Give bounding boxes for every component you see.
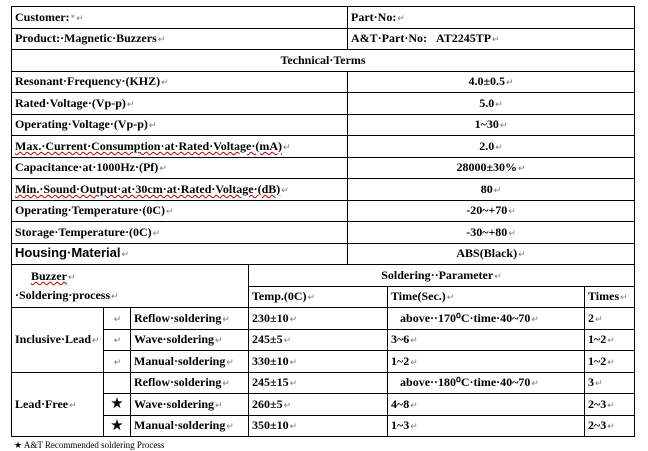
- soldering-times: 1~2: [588, 332, 607, 347]
- soldering-temp: 245±5: [252, 332, 283, 347]
- customer-cell: Customer:*↵: [12, 7, 348, 29]
- soldering-time: 1~3: [391, 418, 410, 433]
- spec-value: 2.0: [479, 138, 495, 153]
- spec-row: Max.·Current·Consumption·at·Rated·Voltage·(mA)↵ 2.0↵: [12, 136, 635, 158]
- soldering-row: Inclusive·Lead↵ ↵ Reflow·soldering↵ 230±10↵ above··170⁰C·time·40~70↵ 2↵: [12, 308, 635, 330]
- spec-row: Operating·Temperature·(0C)↵ -20~+70↵: [12, 200, 635, 222]
- soldering-times: 1~2: [588, 353, 607, 368]
- soldering-method: Manual·soldering: [134, 418, 226, 433]
- spec-row: Rated·Voltage·(Vp-p)↵ 5.0↵: [12, 93, 635, 115]
- spec-value: 5.0: [479, 95, 495, 110]
- soldering-times: 2~3: [588, 418, 607, 433]
- product-row: [12, 28, 635, 50]
- buzzer-process-cell: Buzzer↵ ·Soldering·process↵: [12, 265, 249, 308]
- soldering-times: 3: [588, 375, 595, 390]
- footnote: ★ A&T Recommended soldering Process: [14, 440, 165, 450]
- spec-table: [11, 6, 635, 437]
- soldering-time: 4~8: [391, 396, 410, 411]
- soldering-temp: 330±10: [252, 353, 289, 368]
- part-no-cell: Part·No:↵: [348, 7, 635, 29]
- spec-label: Resonant·Frequency·(KHZ): [15, 74, 161, 89]
- soldering-header-row: [12, 265, 635, 287]
- inclusive-lead-cell: Inclusive·Lead↵: [12, 308, 104, 373]
- soldering-row: ↵ Manual·soldering↵ 330±10↵ 1~2↵ 1~2↵: [12, 351, 635, 373]
- technical-terms-heading: Technical·Terms: [12, 50, 635, 72]
- spec-value: 28000±30%: [456, 160, 518, 175]
- soldering-time: above··170⁰C·time·40~70: [400, 310, 531, 325]
- spec-label: Min.·Sound·Output·at·30cm·at·Rated·Voltage·(dB): [15, 181, 281, 196]
- times-column-header: Times↵: [585, 286, 635, 308]
- soldering-temp: 230±10: [252, 310, 289, 325]
- process-mark-cell: [104, 394, 131, 416]
- product-label: Product:·Magnetic·Buzzers: [15, 31, 157, 46]
- technical-terms-row: [12, 50, 635, 72]
- at-part-no-cell: A&T·Part·No: AT2245TP↵: [348, 28, 635, 50]
- soldering-method: Manual·soldering: [134, 353, 226, 368]
- soldering-row: ★ Manual·soldering↵ 350±10↵ 1~3↵ 2~3↵: [12, 415, 635, 437]
- spec-value: -20~+70: [466, 203, 508, 218]
- recommended-star-icon: ★: [110, 396, 124, 413]
- soldering-time: 3~6: [391, 332, 410, 347]
- soldering-times: 2~3: [588, 396, 607, 411]
- spec-value: -30~+80: [466, 224, 508, 239]
- spec-label: Housing·Material: [15, 245, 121, 261]
- customer-row: [12, 7, 635, 29]
- spec-label: Operating·Temperature·(0C): [15, 203, 165, 218]
- spec-value: 1~30: [474, 117, 499, 132]
- soldering-process-label: ·Soldering·process: [15, 288, 111, 302]
- soldering-method: Wave·soldering: [134, 332, 215, 347]
- time-column-header: Time(Sec.)↵: [388, 286, 585, 308]
- spec-label: Rated·Voltage·(Vp-p): [15, 95, 126, 110]
- spec-row: Resonant·Frequency·(KHZ)↵ 4.0±0.5↵: [12, 71, 635, 93]
- part-no-label: Part·No:: [351, 9, 397, 24]
- temp-column-header: Temp.(0C)↵: [249, 286, 388, 308]
- product-cell: Product:·Magnetic·Buzzers↵: [12, 28, 348, 50]
- soldering-times: 2: [588, 310, 595, 325]
- spec-row: Operating·Voltage·(Vp-p)↵ 1~30↵: [12, 114, 635, 136]
- at-part-no-label: A&T·Part·No:: [351, 31, 427, 46]
- lead-free-cell: Lead·Free↵: [12, 372, 104, 437]
- spec-value: 4.0±0.5: [468, 74, 506, 89]
- process-mark-cell: ↵: [104, 308, 131, 330]
- process-mark-cell: [104, 415, 131, 437]
- recommended-star-icon: ★: [110, 417, 124, 434]
- spec-row: Min.·Sound·Output·at·30cm·at·Rated·Voltage·(dB)↵ 80↵: [12, 179, 635, 201]
- spec-row: Storage·Temperature·(0C)↵ -30~+80↵: [12, 222, 635, 244]
- spec-label: Operating·Voltage·(Vp-p): [15, 117, 148, 132]
- soldering-parameter-heading: Soldering··Parameter↵: [249, 265, 635, 287]
- soldering-time: above··180⁰C·time·40~70: [400, 375, 531, 390]
- buzzer-label: Buzzer: [31, 269, 67, 283]
- process-mark-cell: ↵: [104, 329, 131, 351]
- customer-label: Customer:: [15, 9, 70, 24]
- spec-label: Capacitance·at·1000Hz·(Pf): [15, 160, 159, 175]
- spec-label: Storage·Temperature·(0C): [15, 224, 152, 239]
- soldering-row: ★ Wave·soldering↵ 260±5↵ 4~8↵ 2~3↵: [12, 394, 635, 416]
- soldering-row: Lead·Free↵ Reflow·soldering↵ 245±15↵ above··180⁰C·time·40~70↵ 3↵: [12, 372, 635, 394]
- soldering-method: Wave·soldering: [134, 396, 215, 411]
- soldering-temp: 245±15: [252, 375, 289, 390]
- spec-row: Capacitance·at·1000Hz·(Pf)↵ 28000±30%↵: [12, 157, 635, 179]
- spec-row: Housing·Material↵ ABS(Black)↵: [12, 243, 635, 265]
- process-mark-cell: [104, 372, 131, 394]
- soldering-row: ↵ Wave·soldering↵ 245±5↵ 3~6↵ 1~2↵: [12, 329, 635, 351]
- process-mark-cell: ↵: [104, 351, 131, 373]
- soldering-temp: 260±5: [252, 396, 283, 411]
- spec-value: 80: [480, 181, 493, 196]
- spec-label: Max.·Current·Consumption·at·Rated·Voltage·(mA): [15, 138, 282, 153]
- spec-value: ABS(Black): [456, 246, 518, 261]
- soldering-time: 1~2: [391, 353, 410, 368]
- soldering-temp: 350±10: [252, 418, 289, 433]
- soldering-method: Reflow·soldering: [134, 310, 222, 325]
- at-part-no-value: AT2245TP: [436, 31, 492, 46]
- soldering-method: Reflow·soldering: [134, 375, 222, 390]
